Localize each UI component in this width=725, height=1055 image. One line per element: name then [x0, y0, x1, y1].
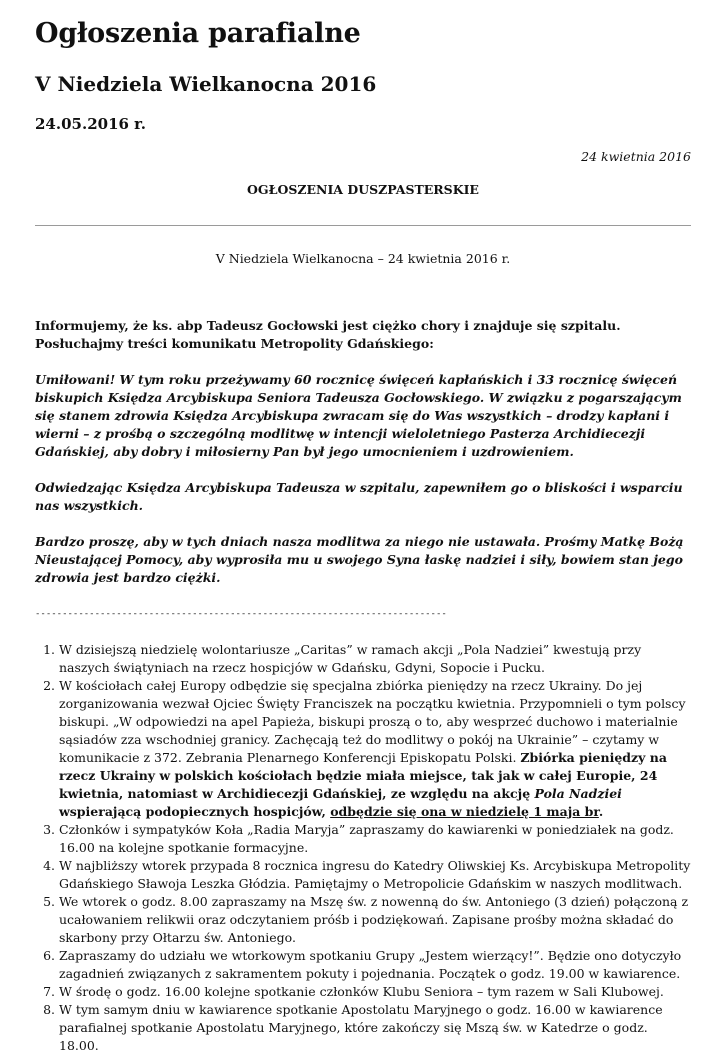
quote-paragraph-1: Umiłowani! W tym roku przeżywamy 60 rocznicę święceń kapłańskich i 33 rocznicę święceń biskupich Księdza Arcybiskupa Seniora Tadeusza Gocłowskiego. W związku z pogarszającym się stanem zdrowia Księdza Arcybiskupa zwracam się do Was wszystkich – drodzy kapłani i wierni – z prośbą o szczególną modlitwę w intencji wieloletniego Pasterza Archidiecezji Gdańskiej, aby dobry i miłosierny Pan był jego umocnieniem i uzdrowieniem.: [35, 372, 682, 459]
intro-paragraph: Informujemy, że ks. abp Tadeusz Gocłowski jest ciężko chory i znajduje się szpitalu. Posłuchajmy treści komunikatu Metropolity Gdańskiego:: [35, 318, 621, 351]
page-subtitle: V Niedziela Wielkanocna 2016: [35, 72, 377, 96]
list-item: 5. We wtorek o godz. 8.00 zapraszamy na Mszę św. z nowenną do św. Antoniego (3 dzień) połączoną z ucałowaniem relikwii oraz odczytaniem próśb i podziękowań. Zapisane prośby można składać do skarbony przy Ołtarzu św. Antoniego.: [59, 893, 691, 947]
list-item: 4. W najbliższy wtorek przypada 8 rocznica ingresu do Katedry Oliwskiej Ks. Arcybiskupa Metropolity Gdańskiego Sławoja Leszka Głódzia. Pamiętajmy o Metropolicie Gdańskim w naszych modlitwach.: [59, 857, 691, 893]
announcement-list: [35, 641, 691, 1055]
list-item: 6. Zapraszamy do udziału we wtorkowym spotkaniu Grupy „Jestem wierzący!”. Będzie ono dotyczyło zagadnień związanych z sakramentem pokuty i pojednania. Początek o godz. 19.00 w kawiarence.: [59, 947, 691, 983]
announcement-body: [35, 317, 691, 1055]
dashed-separator: ----------------------------------------------------------------------------: [35, 609, 447, 619]
list-item: 1. W dzisiejszą niedzielę wolontariusze „Caritas” w ramach akcji „Pola Nadziei” kwestują przy naszych świątyniach na rzecz hospicjów w Gdańsku, Gdyni, Sopocie i Pucku.: [59, 641, 691, 677]
horizontal-rule: [35, 225, 691, 226]
section-title: OGŁOSZENIA DUSZPASTERSKIE: [247, 182, 479, 197]
quote-paragraph-2: Odwiedzając Księdza Arcybiskupa Tadeusza w szpitalu, zapewniłem go o bliskości i wsparciu nas wszystkich.: [35, 480, 683, 513]
list-item: 7. W środę o godz. 16.00 kolejne spotkanie członków Klubu Seniora – tym razem w Sali Klubowej.: [59, 983, 691, 1001]
sunday-line: V Niedziela Wielkanocna – 24 kwietnia 2016 r.: [215, 251, 511, 266]
list-item: 8. W tym samym dniu w kawiarence spotkanie Apostolatu Maryjnego o godz. 16.00 w kawiarence parafialnej spotkanie Apostolatu Maryjnego, które zakończy się Mszą św. w Katedrze o godz. 18.00.: [59, 1001, 691, 1055]
page-title: Ogłoszenia parafialne: [35, 18, 361, 49]
header-date: 24.05.2016 r.: [35, 115, 146, 133]
list-item: 3. Członków i sympatyków Koła „Radia Maryja” zapraszamy do kawiarenki w poniedziałek na godz. 16.00 na kolejne spotkanie formacyjne.: [59, 821, 691, 857]
quote-paragraph-3: Bardzo proszę, aby w tych dniach nasza modlitwa za niego nie ustawała. Prośmy Matkę Bożą Nieustającej Pomocy, aby wyprosiła mu u swojego Syna łaskę nadziei i siły, bowiem stan jego zdrowia jest bardzo ciężki.: [35, 534, 684, 585]
list-item: 2. W kościołach całej Europy odbędzie się specjalna zbiórka pieniędzy na rzecz Ukrainy. Do jej zorganizowania wezwał Ojciec Święty Franciszek na początku kwietnia. Przypomnieli o tym polscy biskupi. „W odpowiedzi na apel Papieża, biskupi proszą o to, aby wesprzeć duchowo i materialnie sąsiadów zza wschodniej granicy. Zachęcają też do modlitwy o pokój na Ukrainie” – czytamy w komunikacie z 372. Zebrania Plenarnego Konferencji Episkopatu Polski. Zbiórka pieniędzy na rzecz Ukrainy w polskich kościołach będzie miała miejsce, tak jak w całej Europie, 24 kwietnia, natomiast w Archidiecezji Gdańskiej, ze względu na akcję Pola Nadziei wspierającą podopiecznych hospicjów, odbędzie się ona w niedzielę 1 maja br.: [59, 677, 691, 821]
post-date: 24 kwietnia 2016: [581, 149, 691, 164]
